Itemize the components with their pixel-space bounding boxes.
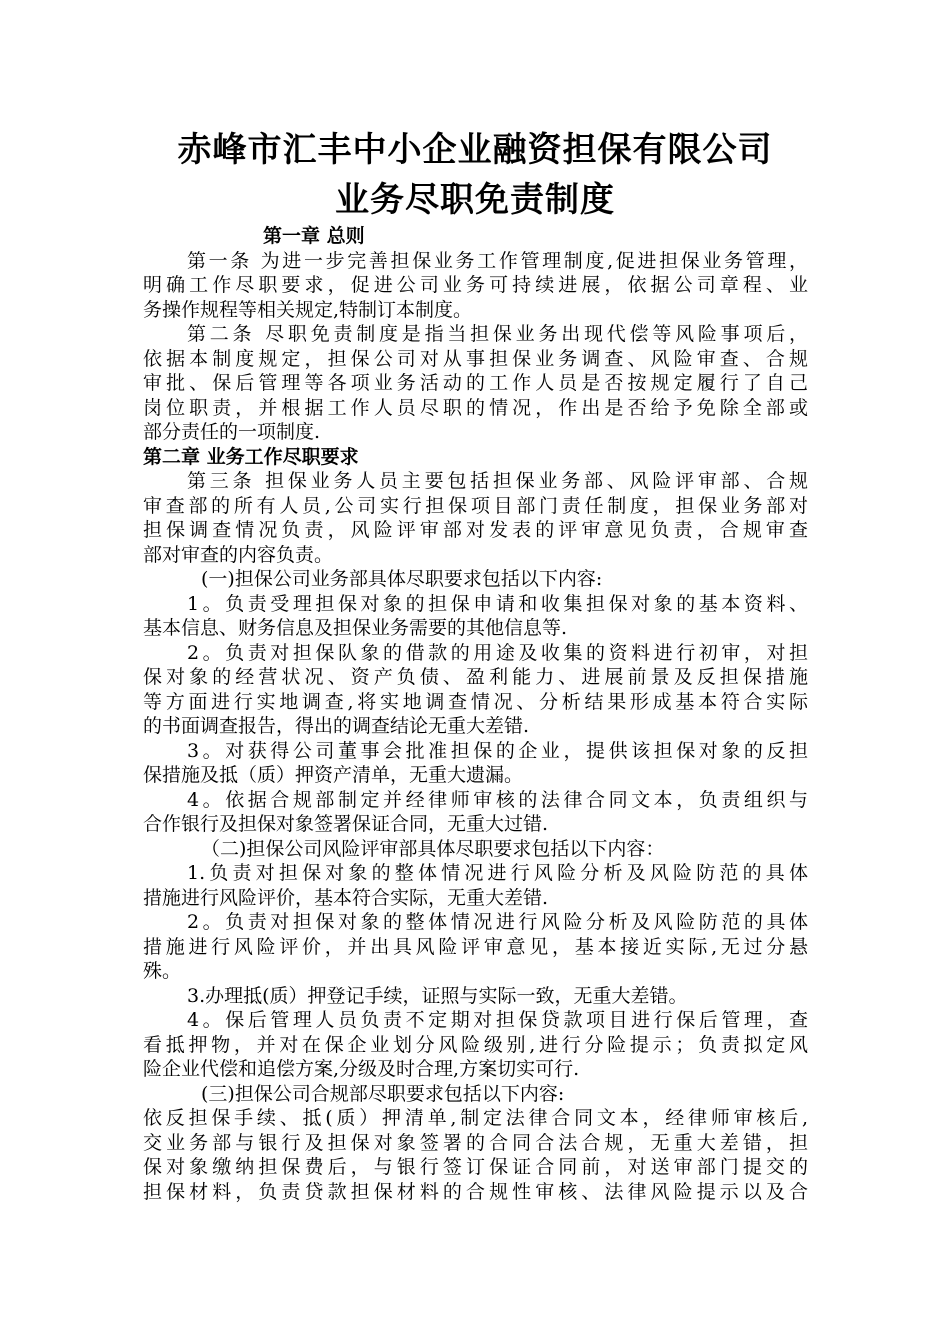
paragraph-line: 3.办理抵(质）押登记手续，证照与实际一致，无重大差错。 bbox=[187, 984, 688, 1007]
paragraph-line: 4。依据合规部制定并经律师审核的法律合同文本，负责组织与 bbox=[187, 788, 808, 811]
paragraph-line: 1.负责对担保对象的整体情况进行风险分析及风险防范的具体 bbox=[187, 862, 808, 884]
paragraph-line: 交业务部与银行及担保对象签署的合同合法合规，无重大差错，担 bbox=[143, 1131, 808, 1154]
paragraph-line: 审批、保后管理等各项业务活动的工作人员是否按规定履行了自己 bbox=[143, 372, 808, 394]
section-heading: (三)担保公司合规部尽职要求包括以下内容: bbox=[201, 1082, 565, 1105]
paragraph-line: 措施进行风险评价，并出具风险评审意见，基本接近实际,无过分悬 bbox=[143, 935, 808, 958]
paragraph-line: 担保调查情况负责，风险评审部对发表的评审意见负责，合规审查 bbox=[143, 519, 808, 541]
paragraph-line: 第三条 担保业务人员主要包括担保业务部、风险评审部、合规 bbox=[187, 470, 808, 492]
document-body bbox=[143, 224, 808, 1204]
paragraph-line: 部分责任的一项制度. bbox=[143, 421, 321, 443]
paragraph-line: 殊。 bbox=[143, 960, 182, 982]
paragraph-line: 第二条 尽职免责制度是指当担保业务出现代偿等风险事项后， bbox=[187, 323, 808, 345]
paragraph-line: 1。负责受理担保对象的担保申请和收集担保对象的基本资料、 bbox=[187, 592, 808, 615]
paragraph-line: 依据本制度规定，担保公司对从事担保业务调查、风险审查、合规 bbox=[143, 347, 808, 370]
paragraph-line: 基本信息、财务信息及担保业务需要的其他信息等. bbox=[143, 617, 568, 639]
section-heading: （二)担保公司风险评审部具体尽职要求包括以下内容： bbox=[201, 837, 665, 860]
paragraph-line: 担保材料，负责贷款担保材料的合规性审核、法律风险提示以及合 bbox=[143, 1180, 808, 1203]
paragraph-line: 等方面进行实地调查,将实地调查情况、分析结果形成基本符合实际 bbox=[143, 690, 808, 713]
chapter-heading: 第二章 业务工作尽职要求 bbox=[143, 445, 359, 468]
paragraph-line: 2。负责对担保对象的整体情况进行风险分析及风险防范的具体 bbox=[187, 911, 808, 933]
paragraph-line: 依反担保手续、抵(质）押清单,制定法律合同文本，经律师审核后, bbox=[143, 1107, 808, 1129]
paragraph-line: 务操作规程等相关规定,特制订本制度。 bbox=[143, 298, 473, 321]
paragraph-line: 部对审查的内容负责。 bbox=[143, 543, 334, 566]
paragraph-line: 看抵押物，并对在保企业划分风险级别,进行分险提示；负责拟定风 bbox=[143, 1033, 808, 1056]
document-title-line1: 赤峰市汇丰中小企业融资担保有限公司 bbox=[177, 130, 773, 170]
paragraph-line: 审查部的所有人员,公司实行担保项目部门责任制度，担保业务部对 bbox=[143, 494, 808, 517]
paragraph-line: 保对象缴纳担保费后，与银行签订保证合同前，对送审部门提交的 bbox=[143, 1156, 808, 1178]
paragraph-line: 的书面调查报告，得出的调查结论无重大差错. bbox=[143, 715, 530, 737]
paragraph-line: 明确工作尽职要求，促进公司业务可持续进展，依据公司章程、业 bbox=[143, 274, 808, 296]
paragraph-line: 合作银行及担保对象签署保证合同，无重大过错. bbox=[143, 813, 549, 835]
paragraph-line: 3。对获得公司董事会批准担保的企业，提供该担保对象的反担 bbox=[187, 739, 808, 762]
paragraph-line: 保措施及抵（质）押资产清单，无重大遗漏。 bbox=[143, 764, 524, 786]
document-title-line2: 业务尽职免责制度 bbox=[335, 180, 615, 220]
paragraph-line: 险企业代偿和追偿方案,分级及时合理,方案切实可行. bbox=[143, 1058, 580, 1080]
paragraph-line: 4。保后管理人员负责不定期对担保贷款项目进行保后管理，查 bbox=[187, 1009, 808, 1031]
paragraph-line: 措施进行风险评价，基本符合实际，无重大差错. bbox=[143, 886, 549, 909]
chapter-heading: 第一章 总则 bbox=[263, 225, 365, 247]
section-heading: (一)担保公司业务部具体尽职要求包括以下内容: bbox=[201, 568, 603, 590]
paragraph-line: 岗位职责，并根据工作人员尽职的情况，作出是否给予免除全部或 bbox=[143, 396, 808, 419]
paragraph-line: 保对象的经营状况、资产负债、盈利能力、进展前景及反担保措施 bbox=[143, 666, 808, 688]
paragraph-line: 2。负责对担保队象的借款的用途及收集的资料进行初审，对担 bbox=[187, 641, 808, 664]
paragraph-line: 第一条 为进一步完善担保业务工作管理制度,促进担保业务管理， bbox=[187, 249, 808, 272]
